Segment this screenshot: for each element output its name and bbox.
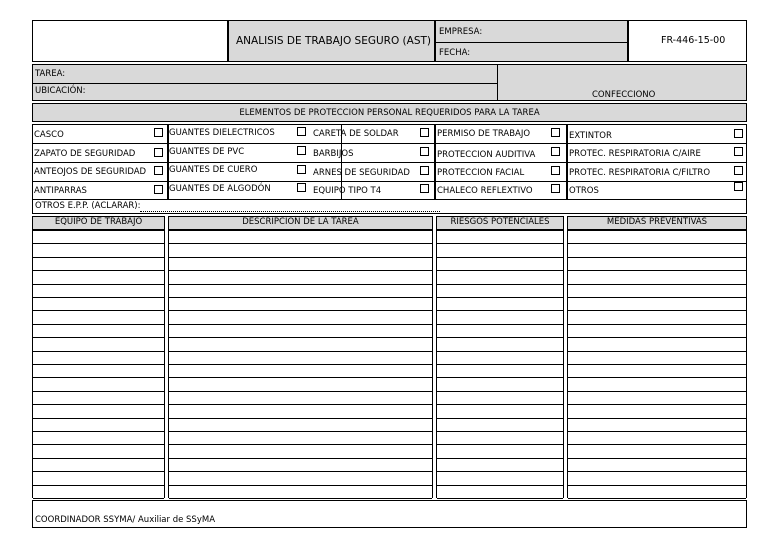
otros-epp-label: OTROS E.P.P. (ACLARAR): bbox=[35, 201, 141, 211]
checkbox-equipo-t4[interactable] bbox=[420, 184, 429, 193]
table-col-riesgos bbox=[436, 230, 564, 498]
footer-coordinator-box bbox=[32, 500, 747, 528]
confecciono-label: CONFECCIONO bbox=[592, 90, 656, 100]
table-row bbox=[33, 431, 164, 432]
checkbox-antiparras[interactable] bbox=[154, 185, 163, 194]
table-row bbox=[169, 431, 432, 432]
table-row bbox=[33, 324, 164, 325]
table-row bbox=[169, 498, 432, 499]
table-row bbox=[437, 391, 563, 392]
checkbox-zapato[interactable] bbox=[154, 148, 163, 157]
table-row bbox=[33, 485, 164, 486]
header-title-box bbox=[228, 20, 435, 62]
checkbox-guantes-pvc[interactable] bbox=[297, 146, 306, 155]
epp-item-casco: CASCO bbox=[34, 130, 64, 140]
table-row bbox=[33, 270, 164, 271]
epp-item-guantes-algodon: GUANTES DE ALGODÓN bbox=[169, 184, 271, 194]
table-row bbox=[437, 310, 563, 311]
coordinator-label: COORDINADOR SSYMA/ Auxiliar de SSyMA bbox=[35, 515, 216, 525]
table-row bbox=[169, 284, 432, 285]
table-row bbox=[33, 257, 164, 258]
epp-item-resp-filtro: PROTEC. RESPIRATORIA C/FILTRO bbox=[569, 168, 711, 178]
checkbox-anteojos[interactable] bbox=[154, 166, 163, 175]
epp-item-permiso: PERMISO DE TRABAJO bbox=[437, 129, 531, 139]
epp-item-guantes-dielectricos: GUANTES DIELECTRICOS bbox=[169, 128, 275, 138]
table-row bbox=[169, 404, 432, 405]
table-row bbox=[169, 364, 432, 365]
tarea-label: TAREA: bbox=[35, 69, 66, 79]
table-row bbox=[33, 498, 164, 499]
table-row bbox=[437, 230, 563, 231]
table-row bbox=[437, 418, 563, 419]
table-row bbox=[568, 351, 746, 352]
table-row bbox=[568, 297, 746, 298]
epp-item-guantes-cuero: GUANTES DE CUERO bbox=[169, 165, 258, 175]
table-row bbox=[437, 485, 563, 486]
epp-item-careta: CARETA DE SOLDAR bbox=[313, 129, 399, 139]
table-row bbox=[169, 351, 432, 352]
epp-item-proteccion-facial: PROTECCION FACIAL bbox=[437, 168, 525, 178]
table-row bbox=[437, 498, 563, 499]
epp-item-proteccion-auditiva: PROTECCION AUDITIVA bbox=[437, 150, 536, 160]
checkbox-resp-filtro[interactable] bbox=[734, 166, 743, 175]
table-row bbox=[169, 458, 432, 459]
header-code-box bbox=[628, 20, 747, 62]
table-row bbox=[437, 257, 563, 258]
table-row bbox=[169, 337, 432, 338]
epp-section-title bbox=[32, 103, 747, 122]
table-row bbox=[169, 270, 432, 271]
table-row bbox=[568, 364, 746, 365]
table-row bbox=[169, 324, 432, 325]
table-row bbox=[169, 377, 432, 378]
epp-section-title-text: ELEMENTOS DE PROTECCION PERSONAL REQUERIDOS PARA LA TAREA bbox=[239, 108, 540, 118]
ubicacion-label: UBICACIÓN: bbox=[35, 86, 86, 96]
table-row bbox=[568, 498, 746, 499]
table-row bbox=[437, 270, 563, 271]
checkbox-permiso[interactable] bbox=[551, 128, 560, 137]
table-row bbox=[437, 458, 563, 459]
table-row bbox=[169, 391, 432, 392]
table-row bbox=[169, 310, 432, 311]
table-row bbox=[33, 418, 164, 419]
epp-item-otros: OTROS bbox=[569, 186, 599, 196]
table-row bbox=[568, 485, 746, 486]
table-row bbox=[33, 444, 164, 445]
table-row bbox=[437, 404, 563, 405]
table-row bbox=[568, 431, 746, 432]
table-row bbox=[169, 297, 432, 298]
table-row bbox=[437, 444, 563, 445]
table-row bbox=[33, 243, 164, 244]
epp-item-barbijos: BARBIJOS bbox=[313, 149, 354, 159]
checkbox-otros[interactable] bbox=[734, 182, 743, 191]
checkbox-guantes-cuero[interactable] bbox=[297, 165, 306, 174]
table-row bbox=[169, 485, 432, 486]
table-row bbox=[568, 257, 746, 258]
table-row bbox=[568, 444, 746, 445]
checkbox-careta[interactable] bbox=[420, 128, 429, 137]
col-header-equipo: EQUIPO DE TRABAJO bbox=[32, 216, 165, 230]
table-row bbox=[33, 377, 164, 378]
epp-item-arnes: ARNES DE SEGURIDAD bbox=[313, 168, 410, 178]
checkbox-barbijos[interactable] bbox=[420, 147, 429, 156]
table-row bbox=[568, 337, 746, 338]
epp-item-guantes-pvc: GUANTES DE PVC bbox=[169, 147, 245, 157]
epp-item-anteojos: ANTEOJOS DE SEGURIDAD bbox=[34, 167, 147, 177]
table-row bbox=[568, 270, 746, 271]
table-row bbox=[33, 391, 164, 392]
checkbox-resp-aire[interactable] bbox=[734, 147, 743, 156]
table-row bbox=[437, 351, 563, 352]
table-row bbox=[568, 230, 746, 231]
checkbox-casco[interactable] bbox=[154, 128, 163, 137]
checkbox-chaleco[interactable] bbox=[551, 184, 560, 193]
table-row bbox=[568, 418, 746, 419]
otros-epp-row bbox=[32, 200, 747, 214]
table-col-descripcion bbox=[168, 230, 433, 498]
epp-item-chaleco: CHALECO REFLEXTIVO bbox=[437, 186, 533, 196]
epp-item-zapato: ZAPATO DE SEGURIDAD bbox=[34, 149, 136, 159]
table-row bbox=[437, 297, 563, 298]
epp-grid bbox=[32, 124, 747, 200]
table-row bbox=[33, 404, 164, 405]
epp-item-extintor: EXTINTOR bbox=[569, 131, 612, 141]
checkbox-extintor[interactable] bbox=[734, 129, 743, 138]
table-row bbox=[568, 404, 746, 405]
col-header-descripcion: DESCRIPCION DE LA TAREA bbox=[168, 216, 433, 230]
table-row bbox=[33, 337, 164, 338]
table-row bbox=[568, 458, 746, 459]
table-row bbox=[33, 471, 164, 472]
table-row bbox=[33, 297, 164, 298]
epp-item-antiparras: ANTIPARRAS bbox=[34, 186, 87, 196]
table-row bbox=[437, 431, 563, 432]
table-col-medidas bbox=[567, 230, 747, 498]
checkbox-proteccion-facial[interactable] bbox=[551, 166, 560, 175]
table-row bbox=[33, 230, 164, 231]
table-row bbox=[169, 243, 432, 244]
tarea-ubicacion-box bbox=[32, 64, 747, 101]
table-col-equipo bbox=[32, 230, 165, 498]
fecha-label: FECHA: bbox=[439, 48, 471, 58]
table-row bbox=[437, 337, 563, 338]
table-row bbox=[169, 418, 432, 419]
table-row bbox=[169, 471, 432, 472]
checkbox-arnes[interactable] bbox=[420, 166, 429, 175]
table-row bbox=[568, 324, 746, 325]
table-row bbox=[33, 458, 164, 459]
empresa-label: EMPRESA: bbox=[439, 27, 483, 37]
table-row bbox=[33, 310, 164, 311]
table-row bbox=[568, 310, 746, 311]
header-empresa-fecha-box bbox=[435, 20, 628, 62]
table-row bbox=[437, 377, 563, 378]
checkbox-guantes-algodon[interactable] bbox=[297, 183, 306, 192]
table-row bbox=[568, 243, 746, 244]
form-code: FR-446-15-00 bbox=[661, 35, 726, 46]
page-title: ANALISIS DE TRABAJO SEGURO (AST) bbox=[236, 35, 432, 47]
col-header-medidas: MEDIDAS PREVENTIVAS bbox=[567, 216, 747, 230]
table-row bbox=[437, 243, 563, 244]
table-row bbox=[437, 324, 563, 325]
table-row bbox=[169, 444, 432, 445]
table-row bbox=[437, 284, 563, 285]
header-logo-box bbox=[32, 20, 228, 62]
table-row bbox=[169, 257, 432, 258]
table-row bbox=[33, 351, 164, 352]
checkbox-guantes-dielectricos[interactable] bbox=[297, 127, 306, 136]
table-row bbox=[169, 230, 432, 231]
table-row bbox=[568, 377, 746, 378]
table-row bbox=[33, 284, 164, 285]
table-row bbox=[437, 471, 563, 472]
table-row bbox=[568, 284, 746, 285]
checkbox-proteccion-auditiva[interactable] bbox=[551, 147, 560, 156]
table-row bbox=[33, 364, 164, 365]
epp-item-resp-aire: PROTEC. RESPIRATORIA C/AIRE bbox=[569, 149, 701, 159]
table-row bbox=[437, 364, 563, 365]
col-header-riesgos: RIESGOS POTENCIALES bbox=[436, 216, 564, 230]
table-row bbox=[568, 391, 746, 392]
table-row bbox=[568, 471, 746, 472]
epp-item-equipo-t4: EQUIPO TIPO T4 bbox=[313, 186, 382, 196]
